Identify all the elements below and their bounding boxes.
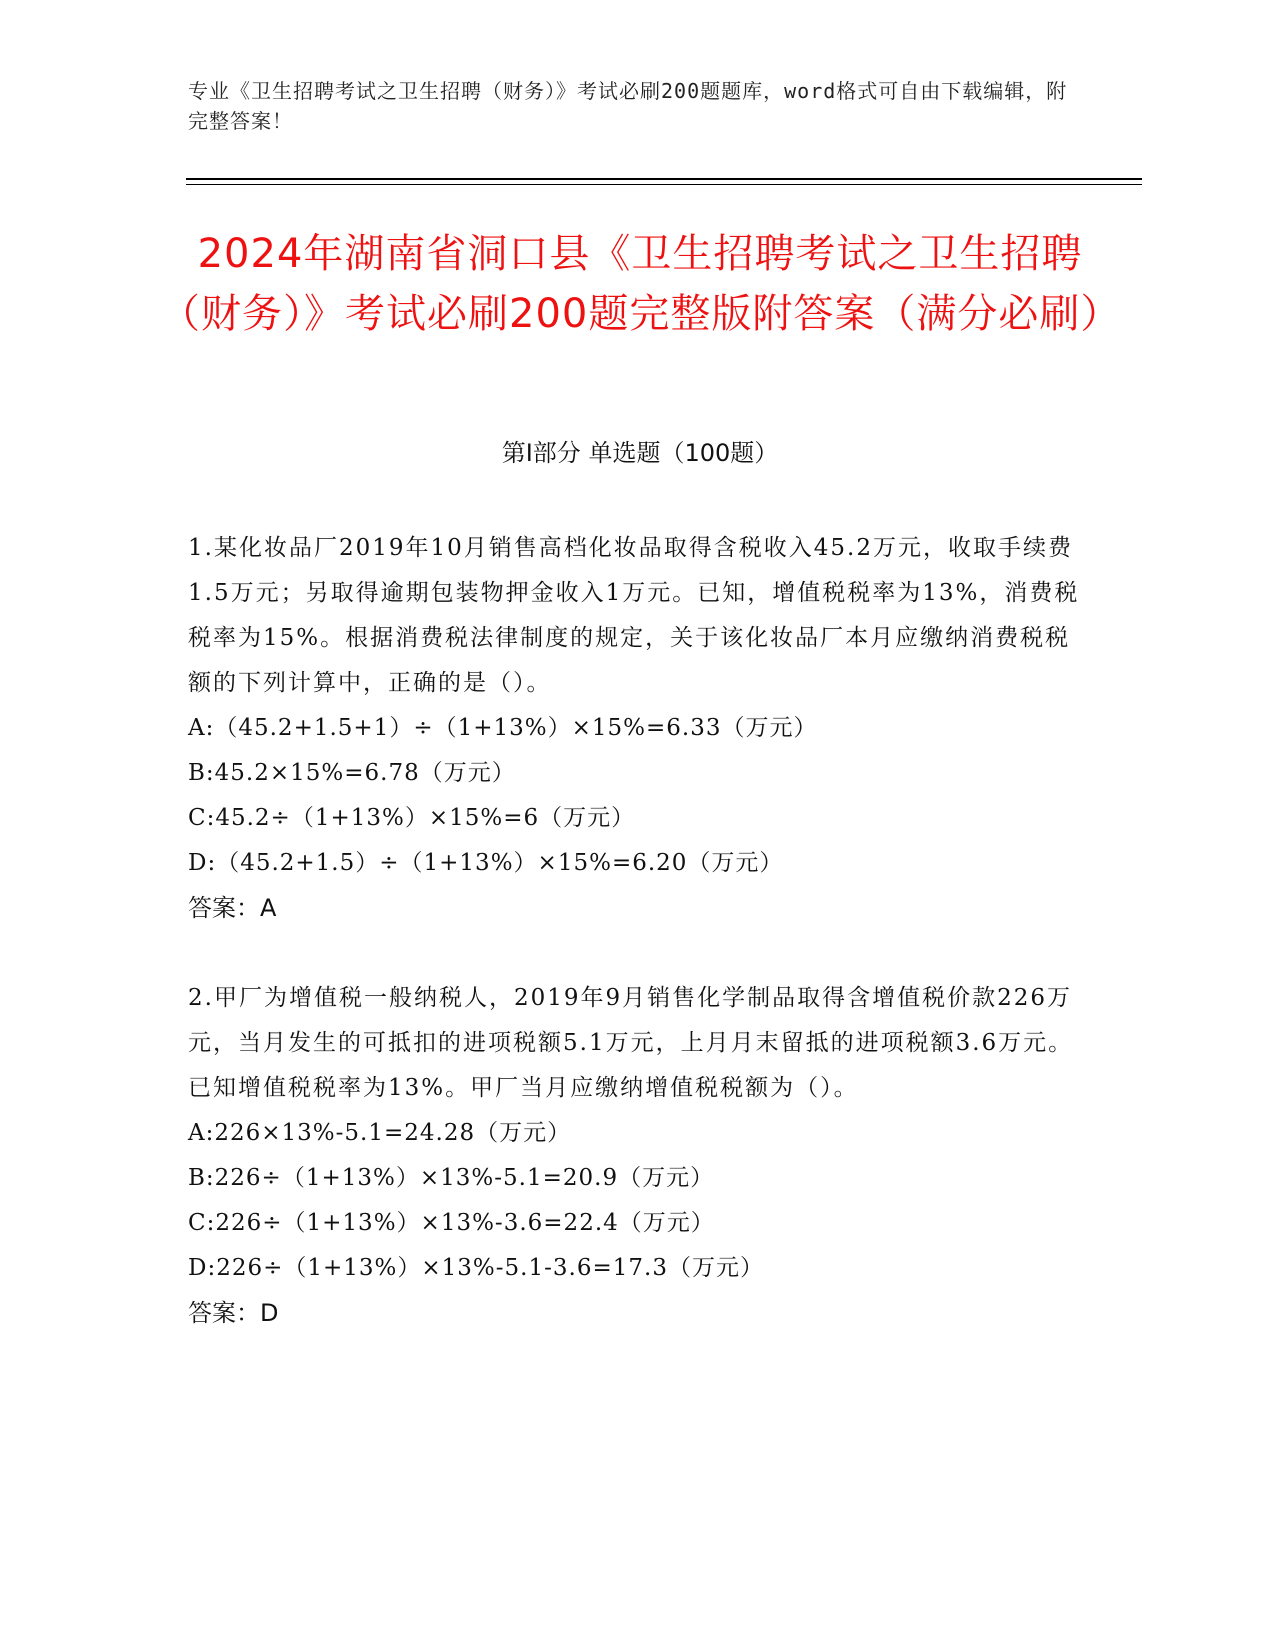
option-c: C:226÷（1+13%）×13%-3.6=22.4（万元） <box>188 1210 715 1236</box>
header-divider-thick <box>186 178 1142 180</box>
header-note: 专业《卫生招聘考试之卫生招聘（财务）》考试必刷200题题库，word格式可自由下载编辑，附完整答案！ <box>188 79 1068 133</box>
option-b: B:226÷（1+13%）×13%-5.1=20.9（万元） <box>188 1165 715 1191</box>
document-title: 2024年湖南省洞口县《卫生招聘考试之卫生招聘（财务）》考试必刷200题完整版附答案（满分必刷） <box>160 231 1122 337</box>
question-2 <box>188 976 1088 1336</box>
header-divider-thin <box>186 184 1142 185</box>
answer-line: 答案：A <box>188 894 277 922</box>
option-a: A:226×13%-5.1=24.28（万元） <box>188 1120 572 1146</box>
section-heading: 第I部分 单选题（100题） <box>501 439 779 467</box>
question-1 <box>188 526 1088 931</box>
question-stem: 2.甲厂为增值税一般纳税人，2019年9月销售化学制品取得含增值税价款226万元，当月发生的可抵扣的进项税额5.1万元，上月月末留抵的进项税额3.6万元。已知增值税税率为13%。甲厂当月应缴纳增值税税额为（）。 <box>188 985 1074 1101</box>
option-a: A:（45.2+1.5+1）÷（1+13%）×15%=6.33（万元） <box>188 715 818 741</box>
option-b: B:45.2×15%=6.78（万元） <box>188 760 516 786</box>
option-d: D:（45.2+1.5）÷（1+13%）×15%=6.20（万元） <box>188 850 784 876</box>
option-d: D:226÷（1+13%）×13%-5.1-3.6=17.3（万元） <box>188 1255 764 1281</box>
question-stem: 1.某化妆品厂2019年10月销售高档化妆品取得含税收入45.2万元，收取手续费1.5万元；另取得逾期包装物押金收入1万元。已知，增值税税率为13%，消费税税率为15%。根据消费税法律制度的规定，关于该化妆品厂本月应缴纳消费税税额的下列计算中，正确的是（）。 <box>188 535 1080 696</box>
option-c: C:45.2÷（1+13%）×15%=6（万元） <box>188 805 636 831</box>
answer-line: 答案：D <box>188 1299 279 1327</box>
